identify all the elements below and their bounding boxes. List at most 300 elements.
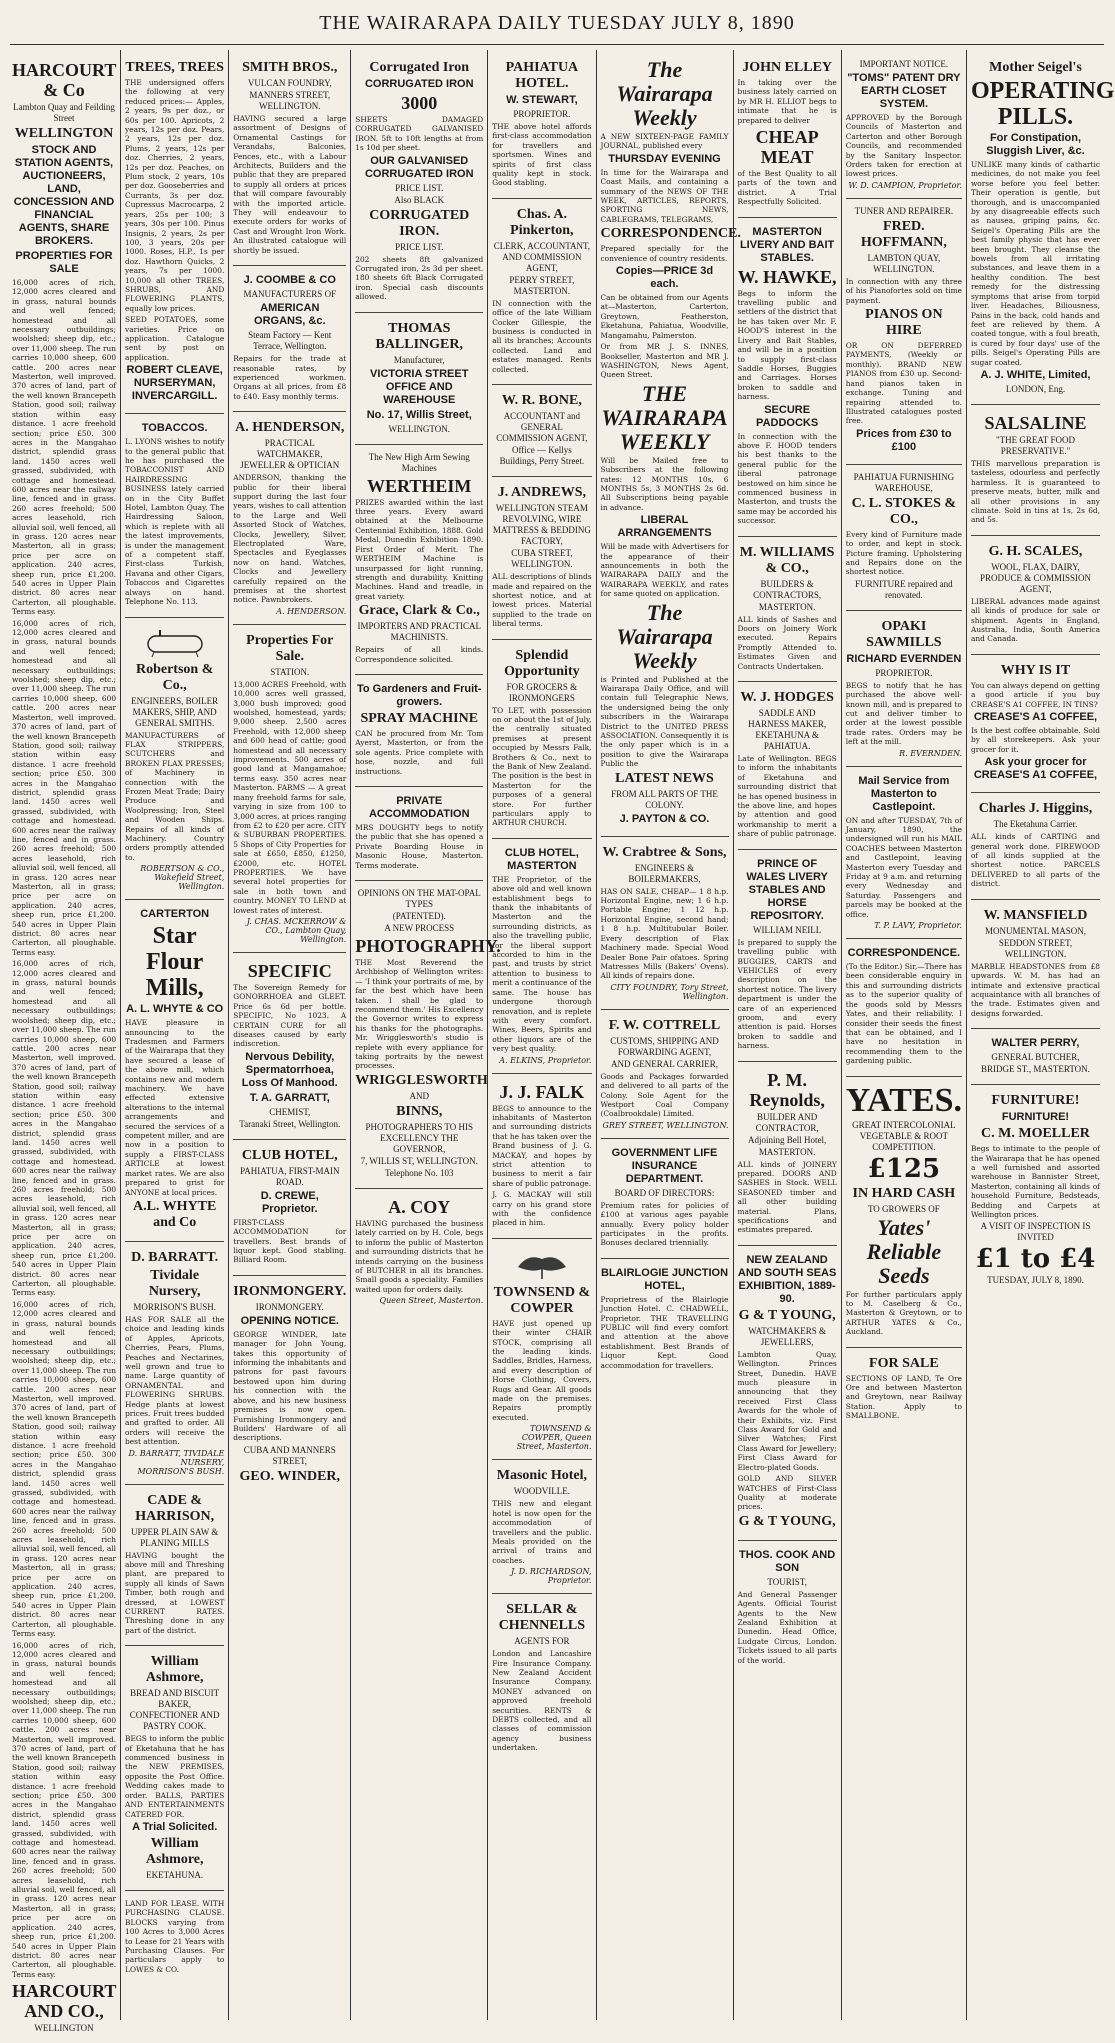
star-flour-signature: A.L. WHYTE and Co [132, 1198, 217, 1230]
ballinger-title: THOMAS BALLINGER, [375, 320, 464, 352]
barratt-signature: D. BARRATT, TIVIDALE NURSERY, MORRISON'S BUSH. [128, 1448, 225, 1476]
pinkerton-text: IN connection with the office of the late William Cocker Gillespie, the business is conducted in all its branches; Accounts collected. Land and estates managed. Rents collected. [492, 298, 592, 374]
smith-subtitle: VULCAN FOUNDRY, [247, 78, 332, 88]
prince-of-wales-ad [738, 850, 837, 1062]
harcourt-properties-heading: PROPERTIES FOR SALE [15, 250, 113, 275]
yates-subtitle: GREAT INTERCOLONIAL VEGETABLE & ROOT COMPETITION. [852, 1119, 956, 1152]
smith-bros-ad [233, 52, 346, 266]
land-lease-text: LAND FOR LEASE. WITH PURCHASING CLAUSE. BLOCKS varying from 100 Acres to 3,000 Acres to Lease for 21 Years with Purchasing Clauses. For particulars apply to LOWES & CO. [125, 1898, 225, 1974]
hawke-text-2: In connection with the above F. HOOD tenders his best thanks to the general public for the liberal patronage bestowed on him since he commenced business in Masterton, and trusts the same may be accorded his successor. [737, 431, 837, 526]
garratt-text: The Sovereign Remedy for GONORRHOEA and GLEET. Price 6s 6d per bottle. SPECIFIC, No 1023. A CERTAIN CURE for all diseases caused by early indiscretion. [233, 982, 347, 1049]
trees-signature: ROBERT CLEAVE, NURSERYMAN, INVERCARGILL. [126, 364, 223, 403]
barratt-title: D. BARRATT. [131, 1249, 219, 1265]
harcourt-properties-text-extra: 16,000 acres of rich, 12,000 acres cleared and in grass, natural bounds and well fenced; homestead and all necessary outbuildings; woolshed; sheep dip, etc.; over 11,000 sheep. The run carries 10,000 sheep, 600 cattle. 200 acres near Masterton, well improved. 370 acres of land, part of the well known Brancepeth Station, good soil; railway station within easy distance. 1 acre freehold section; price £50. 300 acres in the Mangahao district, splendid grass land. 1450 acres well grassed, subdivided, with cottage and homestead. 600 acres near the railway line, fenced and in grass. 260 acres freehold; 500 acres leasehold, rich alluvial soil, well fenced, all in grass. 120 acres near Masterton, all in grass; price per acre on application. 240 acres, sheep run, price £1,200. 540 acres in Upper Plain district. 80 acres near Carterton, all ploughable. Terms easy. [12, 1299, 117, 1639]
club-text: FIRST-CLASS ACCOMMODATION for travellers. Best brands of liquor kept. Good stabling. Billiard Room. [233, 1217, 347, 1265]
pinkerton-subtitle: CLERK, ACCOUNTANT, AND COMMISSION AGENT, [493, 240, 591, 273]
crease-title: CREASE'S A1 COFFEE, [973, 711, 1098, 724]
seigel-signature: A. J. WHITE, Limited, [980, 368, 1091, 381]
ballinger-city: WELLINGTON. [388, 423, 451, 434]
mail-service-ad [846, 767, 962, 939]
column-3 [229, 50, 351, 2020]
boiler-illustration-icon [140, 628, 210, 658]
henderson-text: ANDERSON, thanking the public for their liberal support during the last four years, wishes to call attention to the Large and Well Assorted Stock of Watches, Clocks, Jewellery, Silver, Electroplated Ware, Spectacles and Eyeglasses now on hand. Watches, Clocks and Jewellery carefully repaired on the premises at the shortest notice. Pawnbrokers. [233, 473, 347, 605]
bone-subtitle: ACCOUNTANT and GENERAL COMMISSION AGENT, [496, 411, 588, 444]
coombe-title: J. COOMBE & CO [243, 274, 336, 287]
mansfield-title: W. MANSFIELD [983, 907, 1088, 923]
spray-title: SPRAY MACHINE [360, 710, 479, 726]
blairlogie-title: BLAIRLOGIE JUNCTION HOTEL, [600, 1266, 729, 1292]
hoffmann-text: In connection with any three of his Pianofortes sold on time payment. [845, 276, 962, 305]
correspondence-ad [846, 939, 962, 1076]
harcourt-footer-city: WELLINGTON [34, 2023, 94, 2034]
elley-ad [738, 52, 837, 218]
wertheim-ad [355, 445, 483, 675]
crabtree-subtitle: ENGINEERS & BOILERMAKERS, [628, 862, 701, 884]
liberal-text: Will be made with Advertisers for the appearance of their announcements in both the WAIRARAPA DAILY and the WAIRARAPA WEEKLY, and rates for same quoted on application. [600, 542, 729, 599]
hoffmann-place: LAMBTON QUAY, WELLINGTON. [867, 252, 941, 274]
masonic-title: Masonic Hotel, [496, 1468, 587, 1484]
ballinger-subtitle: Manufacturer, [393, 354, 445, 365]
column-4 [351, 50, 501, 2020]
mansfield-subtitle: MONUMENTAL MASON, [985, 925, 1086, 936]
townsend-cowper-ad [492, 1239, 591, 1460]
townsend-text: HAVE just opened up their winter CHAIR STOCK, comprising all the leading kinds. Saddles, Bridles, Harness, and every description of Horse Clothing, Covers, Rugs and Gear. All goods made on the premises. Repairs promptly executed. [492, 1318, 592, 1422]
notice-signature: W. D. CAMPION, Proprietor. [848, 180, 962, 190]
seigel-ad [970, 52, 1115, 405]
andrews-ad [492, 477, 591, 639]
m-williams-text: ALL kinds of Sashes and Doors on Joinery Work executed. Repairs Promptly Attended to. Estimates Given and Contracts Undertaken. [737, 614, 837, 671]
column-1 [8, 50, 121, 2034]
sawmills-title: OPAKI SAWMILLS [866, 618, 942, 650]
seigel-text: UNLIKE many kinds of cathartic medicines, do not make you feel worse before you feel better. Their operation is gentle, but thorough, and is unaccompanied by any disagreeable effects such as nausea, griping pains, &c. Seigel's Operating Pills are the best family physic that has ever been brought. They cleanse the bowels from all irritating substances, and leave them in a healthy condition. The best remedy for the distressing symptoms that arise from torpid liver. Headaches, Biliousness, Pains in the back, cold hands and feet are relieved by them. A coated tongue, with a foul breath, is cured by four days' use of the pills. Seigel's Operating Pills are sugar coated. [970, 160, 1100, 367]
sawmills-signature: R. EVERNDEN. [899, 748, 962, 758]
bone-ad [492, 385, 591, 477]
ironmongery-signature: GEO. WINDER, [239, 1468, 341, 1484]
salsaline-text: THIS marvellous preparation is tasteless, odourless and perfectly harmless. It is guaranteed to preserve meats, butter, milk and all other provisions in any climate. Sold in tins at 1s, 2s 6d, and 5s. [970, 458, 1100, 525]
stokes-text: Every kind of Furniture made to order, and kept in stock. Picture framing. Upholstering and Repairs done on the shortest notice. [845, 529, 962, 577]
grace-text: Repairs of all kinds. Correspondence solicited. [355, 645, 484, 664]
corrugated-title: Corrugated Iron [369, 60, 470, 75]
sawmills-text: BEGS to notify that he has purchased the above well-known mill, and is prepared to cut and deliver timber to order at the lowest possible trade rates. Orders may be left at the mill. [845, 680, 962, 747]
harcourt-agents: STOCK AND STATION AGENTS, AUCTIONEERS, LAND, CONCESSION AND FINANCIAL AGENTS, SHARE BROKERS. [13, 144, 115, 247]
stokes-title: C. L. STOKES & CO., [851, 495, 957, 527]
wairarapa-weekly-day: THURSDAY EVENING [608, 152, 721, 165]
cade-harrison-ad [125, 1485, 224, 1647]
mansfield-text: MARBLE HEADSTONES from £8 upwards. W. M. has had an intimate and extensive practical acquaintance with all branches of the trade. Estimates given and designs forwarded. [970, 961, 1100, 1018]
wairarapa-weekly-ad [600, 52, 741, 837]
tobacco-heading: TOBACCOS. [141, 422, 208, 435]
splendid-subtitle: FOR GROCERS & IRONMONGERS [506, 681, 578, 703]
ironmongery-text: GEORGE WINDER, late manager for John Young, takes this opportunity of informing the inhabitants and patrons for past favours bestowed upon him during his connection with the above, and his new business premises is now open. Furnishing Ironmongery and Builders' Hardware of all descriptions. [233, 1329, 347, 1443]
masthead-rule [10, 44, 1104, 45]
pahiatua-hotel-ad [492, 52, 591, 199]
robertson-text: MANUFACTURERS of FLAX STRIPPERS, SCUTCHERS and BROKEN FLAX PRESSES; of Machinery in connection with the Frozen Meat Trade; Dairy Produce and Woolpressing; Iron, Steel and Wooden Ships. Repairs of all kinds of Machinery. Country orders promptly attended to. [125, 730, 225, 862]
splendid-title: Splendid Opportunity [504, 647, 580, 679]
seigel-city: LONDON, Eng. [1005, 383, 1066, 394]
harcourt-subtitle: Lambton Quay and Feilding Street [13, 102, 115, 123]
harcourt-properties-text: 16,000 acres of rich, 12,000 acres cleared and in grass, natural bounds and well fenced; homestead and all necessary outbuildings; woolshed; sheep dip, etc.; over 11,000 sheep. The run carries 10,000 sheep, 600 cattle. 200 acres near Masterton, well improved. 370 acres of land, part of the well known Brancepeth Station, good soil; railway station within easy distance. 1 acre freehold section; price £50. 300 acres in the Mangahao district, splendid grass land. 1450 acres well grassed, subdivided, with cottage and homestead. 600 acres near the railway line, fenced and in grass. 260 acres freehold; 500 acres leasehold, rich alluvial soil, well fenced, all in grass. 120 acres near Masterton, all in grass; price per acre on application. 240 acres, sheep run, price £1,200. 540 acres in Upper Plain district. 80 acres near Carterton, all ploughable. Terms easy. [12, 278, 117, 617]
for-sale-text: SECTIONS OF LAND, Te Ore Ore and between Masterton and Greytown, near Railway Station. Apply to SMALLBONE. [845, 1373, 962, 1421]
sawmills-subtitle: RICHARD EVERNDEN [846, 652, 962, 665]
mansfield-ad [971, 900, 1100, 1029]
masthead: THE WAIRARAPA DAILY TUESDAY JULY 8, 1890 [319, 12, 795, 34]
garratt-ad [233, 953, 346, 1140]
photography-text: THE Most Reverend the Archbishop of Wellington writes:— 'I think your portraits of me, by far the best which have been taken. I shall be glad to recommend them.' His Excellency the Governor writes to express his thanks for the photographs. Mr. Wrigglesworth's studio is replete with every appliance for taking portraits by the newest processes. [355, 958, 484, 1071]
moeller-text: Begs to intimate to the people of the Wairarapa that he has opened a well furnished and assorted warehouse in Bannister Street, Masterton, containing all kinds of household Furniture, Bedsteads, Bedding and Carpets at Wellington prices. [970, 1144, 1100, 1219]
coombe-ad [233, 266, 346, 412]
perry-address: BRIDGE ST., MASTERTON. [981, 1064, 1090, 1075]
cottrell-subtitle: CUSTOMS, SHIPPING AND FORWARDING AGENT, [610, 1035, 719, 1057]
sawmills-role: PROPRIETOR. [875, 667, 933, 678]
falk-text: BEGS to announce to the inhabitants of Masterton and surrounding districts that he has taken over the Brand business of J. G. MACKAY, and hopes by strict attention to business to merit a fair share of public patronage. [492, 1103, 592, 1188]
reynolds-subtitle: BUILDER AND CONTRACTOR, [755, 1111, 819, 1133]
robertson-ad [125, 618, 224, 901]
sellar-text: London and Lancashire Fire Insurance Company. New Zealand Accident Insurance Company. MONEY advanced on approved freehold securities. RENTS & DEBTS collected, and all classes of commission agency business undertaken. [492, 1649, 592, 1753]
crabtree-text: HAS ON SALE, CHEAP— 1 8 h.p. Horizontal Engine, new; 1 6 h.p. Portable Engine; 1 12 h.p. Horizontal Engine, second hand; 1 8 h.p. Multitubular Boiler. Every description of Flax Machinery made. Special Wood Dealer Bone Pair ofatoes. Spring Matresses Mills (Bakers' Ovens). All kinds of repairs done. [600, 886, 729, 981]
wrigglesworth-subtitle: PHOTOGRAPHERS TO HIS EXCELLENCY THE GOVERNOR, [365, 1121, 474, 1154]
barratt-nursery: Tividale Nursery, [148, 1267, 201, 1299]
club-hotel-masterton-ad [492, 839, 591, 1074]
stokes-ad [846, 465, 962, 611]
sellar-chennells-ad [492, 1594, 591, 1762]
pahiatua-name: W. STEWART, [506, 94, 578, 106]
grace-title: Grace, Clark & Co., [358, 603, 480, 619]
corrugated-quantity: 3000 [401, 93, 438, 113]
wertheim-subtitle: The New High Arm Sewing Machines [368, 451, 470, 473]
club-hotel-pahiatua-ad [233, 1140, 346, 1276]
robertson-subtitle: ENGINEERS, BOILER MAKERS, SHIP, AND GENERAL SMITHS. [131, 695, 219, 728]
scales-title: G. H. SCALES, [988, 543, 1083, 559]
trees-text: THE undersigned offers the following at very reduced prices:— Apples, 2 years, 9s per doz., or 60s per 100. Apricots, 2 years, 12s per doz. Pears, 2 years, 12s per doz. Plums, 2 years, 12s per doz. Cherries, 2 years, 12s per doz. Peaches, on Plum stock, 2 years, 10s per doz. Gooseberries and Currants, 3s per doz. Cupressus Macrocarpa, 2 years, 25s per 100; 3 years, 30s per 100. Pinus Insignis, 2 years, 2s per 100, 3 years, 20s per 1000. Roses, H.P., 1s per doz. Hawthorn Quicks, 2 years, 7s per 1000. 10,000 all other TREES, SHRUBS, AND FLOWERING PLANTS, equally low prices. [125, 78, 225, 313]
spray-heading: To Gardeners and Fruit-growers. [357, 682, 482, 708]
falk-ad [492, 1074, 591, 1239]
garratt-title: SPECIFIC [247, 960, 332, 981]
spray-text: CAN be procured from Mr. Tom Ayerst, Masterton, or from the sole agents. Price complete with hose, nozzle, and full instructions. [355, 728, 484, 776]
harcourt-properties-text-more: 16,000 acres of rich, 12,000 acres cleared and in grass, natural bounds and well fenced; homestead and all necessary outbuildings; woolshed; sheep dip, etc.; over 11,000 sheep. The run carries 10,000 sheep, 600 cattle. 200 acres near Masterton, well improved. 370 acres of land, part of the well known Brancepeth Station, good soil; railway station within easy distance. 1 acre freehold section; price £50. 300 acres in the Mangahao district, splendid grass land. 1450 acres well grassed, subdivided, with cottage and homestead. 600 acres near the railway line, fenced and in grass. 260 acres freehold; 500 acres leasehold, rich alluvial soil, well fenced, all in grass. 120 acres near Masterton, all in grass; price per acre on application. 240 acres, sheep run, price £1,200. 540 acres in Upper Plain district. 80 acres near Carterton, all ploughable. Terms easy. [12, 959, 117, 1298]
land-lease-ad [125, 1891, 224, 1984]
sellar-subtitle: AGENTS FOR [514, 1636, 570, 1647]
correspondence-heading: CORRESPONDENCE. [600, 226, 741, 242]
falk-title: J. J. FALK [499, 1081, 585, 1102]
liberal-heading: LIBERAL ARRANGEMENTS [617, 514, 712, 540]
corrugated-also: OUR GALVANISED CORRUGATED IRON [364, 154, 474, 180]
latest-news: LATEST NEWS [615, 770, 714, 786]
young-text: Lambton Quay, Wellington. Princes Street, Dunedin. HAVE much pleasure in announcing that they received First Class Awards for the whole of their Exhibits, viz. First Class Award for Gold and Silver Watches; First Class Award for Jewellery; First Class Award for Electro-plated Goods. [737, 1349, 837, 1472]
cade-title: CADE & HARRISON, [135, 1492, 215, 1524]
pinkerton-place: PERRY STREET, MASTERTON. [509, 274, 575, 296]
townsend-title: TOWNSEND & COWPER [493, 1284, 591, 1316]
seigel-operating-pills: OPERATING PILLS. [970, 78, 1115, 130]
perry-ad [971, 1029, 1100, 1085]
cook-title: THOS. COOK AND SON [739, 1548, 836, 1574]
seigel-subtitle: For Constipation, Sluggish Liver, &c. [986, 132, 1085, 157]
for-sale-title: FOR SALE [869, 1355, 939, 1371]
wairarapa-weekly-subtitle: A NEW SIXTEEN-PAGE FAMILY JOURNAL, published every [600, 132, 729, 151]
harcourt-properties-text-final: 16,000 acres of rich, 12,000 acres cleared and in grass, natural bounds and well fenced; homestead and all necessary outbuildings; woolshed; sheep dip, etc.; over 11,000 sheep. The run carries 10,000 sheep, 600 cattle. 200 acres near Masterton, well improved. 370 acres of land, part of the well known Brancepeth Station, good soil; railway station within easy distance. 1 acre freehold section; price £50. 300 acres in the Mangahao district, splendid grass land. 1450 acres well grassed, subdivided, with cottage and homestead. 600 acres near the railway line, fenced and in grass. 260 acres freehold; 500 acres leasehold, rich alluvial soil, well fenced, all in grass. 120 acres near Masterton, all in grass; price per acre on application. 240 acres, sheep run, price £1,200. 540 acres in Upper Plain district. 80 acres near Carterton, all ploughable. Terms easy. [12, 1640, 117, 1979]
reynolds-text: ALL kinds of JOINERY prepared. DOORS AND SASHES in Stock. WELL SEASONED timber and all other building material. Plans, specifications and estimates prepared. [737, 1159, 837, 1235]
m-williams-subtitle: BUILDERS & CONTRACTORS, [753, 578, 822, 600]
ironmongery-title: IRONMONGERY. [233, 1283, 347, 1299]
higgins-ad [971, 793, 1100, 899]
copies-price: Copies—PRICE 3d each. [615, 265, 714, 291]
elley-text-2: of the Best Quality to all parts of the town and district. A Trial Respectfully Solicited. [737, 169, 837, 207]
robertson-title: Robertson & Co., [135, 661, 214, 693]
weekly2-title: The Wairarapa Weekly [616, 599, 713, 673]
corrugated-also-black: Also BLACK [394, 194, 445, 205]
star-flour-ad [125, 900, 224, 1242]
coombe-subtitle: MANUFACTURERS OF [243, 289, 337, 300]
trees-ad [125, 52, 224, 414]
club-masterton-title: CLUB HOTEL, MASTERTON [504, 846, 579, 872]
club-masterton-text: THE Proprietor, of the above old and well known establishment begs to thank the inhabitants of Masterton and the surrounding districts, as also the travelling public, for the liberal support accorded to him in the past, and trusts by strict attention to business to merit a continuance of the same. The house has undergone thorough renovation, and is replete with every comfort. Wines, Beers, Spirits and other liquors are of the very best quality. [492, 874, 592, 1054]
notice-text: APPROVED by the Borough Councils of Masterton and Carterton and other Borough Councils, and recommended by the Sanitary Inspector. Orders taken for erection at lowest prices. [845, 113, 962, 179]
yates-text: For further particulars apply to M. Caselberg & Co., Masterton & Greytown, or to ARTHUR YATES & Co., Auckland. [845, 1289, 962, 1337]
hawke-ad [738, 218, 837, 537]
pahiatua-role: PROPRIETOR. [513, 109, 571, 119]
scales-subtitle: WOOL, FLAX, DAIRY, PRODUCE & COMMISSION AGENT, [979, 561, 1091, 594]
elley-text: In taking over the business lately carried on by MR H. ELLIOT begs to intimate that he is prepared to deliver [737, 78, 837, 125]
government-insurance-ad [601, 1139, 729, 1259]
wrigglesworth-title: WRIGGLESWORTH [355, 1072, 488, 1088]
coy-address: Queen Street, Masterton. [379, 1296, 484, 1306]
salsaline-title: SALSALINE [984, 412, 1087, 433]
ashmore-title: William Ashmore, [145, 1654, 204, 1686]
coombe-goods: AMERICAN ORGANS, &c. [254, 302, 326, 328]
cottrell-text: Goods and Packages forwarded and delivered to all parts of the Colony. Sole Agent for the Westport Coal Company (Coalbrookdale) Limited. [600, 1071, 729, 1119]
harcourt-title: HARCOURT & Co [12, 60, 117, 100]
salsaline-subtitle: "THE GREAT FOOD PRESERVATIVE." [995, 434, 1075, 456]
ironmongery-subtitle: IRONMONGERY. [255, 1301, 324, 1312]
harcourt-footer-title: HARCOURT AND CO., [12, 1981, 117, 2022]
opaki-sawmills-ad [846, 611, 962, 767]
wertheim-text: PRIZES awarded within the last three years. Every award obtained at the Melbourne Centennial Exhibition, 1888. Gold Medal, Dunedin Exhibition 1890. First Order of Merit. The WERTHEIM Machine is unsurpassed for light running, strength and durability. Knitting Machines. Hand and treadle, in great variety. [355, 497, 484, 601]
saddle-illustration-icon [512, 1249, 572, 1281]
corrugated-list-head: PRICE LIST. [395, 241, 444, 252]
wrigglesworth-telephone: Telephone No. 103 [384, 1167, 454, 1178]
wairarapa-weekly-text: In time for the Wairarapa and Coast Mails, and containing a summary of the NEWS OF THE WEEK, ARTICLES, REPORTS, SPORTING NEWS, CABLEGRAMS, TELEGRAMS, [600, 167, 729, 224]
corrugated-black: CORRUGATED IRON. [369, 207, 470, 239]
footer-date: TUESDAY, JULY 8, 1890. [987, 1275, 1084, 1286]
column-6 [597, 50, 741, 2020]
garratt-subtitle: Nervous Debility, Spermatorrhoea, Loss Of Manhood. [241, 1050, 338, 1089]
moeller-price: £1 to £4 [975, 1244, 1096, 1275]
govt-title: GOVERNMENT LIFE INSURANCE DEPARTMENT. [611, 1146, 718, 1185]
private-title: PRIVATE ACCOMMODATION [368, 794, 470, 820]
binns-title: BINNS, [396, 1103, 443, 1119]
young-gold: GOLD AND SILVER WATCHES of First-Class Quality at moderate prices. [737, 1474, 837, 1512]
govt-subtitle: BOARD OF DIRECTORS: [614, 1187, 715, 1198]
bone-place: Office — Kellys Buildings, Perry Street. [499, 445, 585, 467]
cottrell-ad [601, 1010, 729, 1139]
carterton-heading: CARTERTON [140, 908, 210, 921]
smith-text: HAVING secured a large assortment of Designs of Ornamental Castings for Verandahs, Balconies, Fences, etc., with a Labour Architects, Builders and the public that they are prepared to supply all orders at prices that will compare favourably with the imported article. They will endeavour to execute orders for works of Cast and Wrought Iron Work. An illustrated catalogue will shortly be issued. [233, 114, 347, 255]
andrews-title: J. ANDREWS, [497, 485, 587, 501]
column-7 [734, 50, 842, 2020]
properties-ad [233, 625, 346, 953]
splendid-opportunity-ad [492, 640, 591, 839]
splendid-text: TO LET, with possession on or about the 1st of July, the centrally situated premises at present occupied by Messrs Falk, Brothers & Co., next to the Bank of New Zealand. The position is the best in Masterton for the purposes of a general store. For further particulars apply to ARTHUR CHURCH. [492, 705, 592, 828]
photography-ad [355, 881, 501, 1189]
wertheim-title: WERTHEIM [367, 475, 472, 496]
important-notice-ad [846, 52, 962, 199]
corrugated-subtitle: CORRUGATED IRON [364, 78, 474, 90]
paddocks-heading: SECURE PADDOCKS [756, 403, 819, 429]
coombe-text: Repairs for the trade at reasonable rates, by experienced workmen. Organs at all prices, from £8 to £40. Easy monthly terms. [233, 354, 347, 401]
smith-title: SMITH BROS., [242, 60, 338, 75]
star-flour-name: A. L. WHYTE & CO [126, 1003, 224, 1016]
ashmore-trial: A Trial Solicited. [132, 1820, 218, 1833]
cade-text: HAVING bought the above mill and Threshing plant, are prepared to supply all kinds of Sawn Timber, both rough and dressed, at LOWEST CURRENT RATES. Threshing done in any part of the district. [125, 1550, 225, 1635]
pianos-text: OR ON DEFERRED PAYMENTS, (Weekly or monthly). BRAND NEW PIANOS from £30 up. Second-hand pianos taken in exchange. Tuning and repairing attended to. Illustrated catalogues posted free. [845, 341, 962, 426]
andrews-place: CUBA STREET, WELLINGTON. [511, 548, 573, 570]
robertson-signature: ROBERTSON & CO., Wakefield Street, Wellington. [140, 864, 225, 892]
young-subtitle: WATCHMAKERS & JEWELLERS, [748, 1325, 826, 1347]
notice-subtitle: "TOMS" PATENT DRY EARTH CLOSET SYSTEM. [847, 72, 961, 110]
copies-text-2: Or from MR J. S. INNES, Bookseller, Masterton and MR J. WASHINGTON, News Agent, Queen Street. [600, 342, 729, 380]
ashmore-subtitle: BREAD AND BISCUIT BAKER, CONFECTIONER AND PASTRY COOK. [129, 1688, 220, 1732]
club-name: D. CREWE, Proprietor. [260, 1189, 319, 1215]
hodges-text: Late of Wellington. BEGS to inform the inhabitants of Eketahuna and surrounding district that he has opened business in the above line, and hopes by attention and good workmanship to merit a share of public patronage. [737, 754, 837, 839]
column-5 [488, 50, 596, 2020]
corrugated-text: SHEETS DAMAGED CORRUGATED GALVANISED IRON. 5ft to 10ft lengths at from 1s 10d per sheet. [355, 115, 484, 153]
salsaline-ad [971, 405, 1100, 536]
young-title: G & T YOUNG, [738, 1307, 836, 1323]
coy-text: HAVING purchased the business lately carried on by H. Cole, begs to inform the public of Masterton and surrounding districts that he intends carrying on the business of BUTCHER in all its branches. Small goods a speciality. Families waited upon for orders daily. [355, 1218, 484, 1294]
corrugated-text-2: 202 sheets 8ft galvanized Corrugated iron, 2s 3d per sheet. 180 sheets 6ft Black Corrugated iron. Special cash discounts allowed. [355, 254, 484, 302]
mail-signature: T. P. LAVY, Proprietor. [874, 921, 962, 931]
club-subtitle: PAHIATUA, FIRST-MAIN ROAD. [240, 1165, 340, 1187]
pianos-prices: Prices from £30 to £100 [856, 427, 952, 453]
perry-subtitle: GENERAL BUTCHER, [991, 1052, 1080, 1063]
trees-title: TREES, TREES [125, 60, 224, 75]
hawke-title: W. HAWKE, [737, 266, 837, 287]
henderson-ad [233, 412, 346, 625]
ashmore-signature: William Ashmore, [145, 1835, 204, 1867]
reynolds-address: Adjoining Bell Hotel, [748, 1134, 827, 1145]
higgins-subtitle: The Eketahuna Carrier. [993, 819, 1078, 830]
yates-ad [846, 1077, 962, 1348]
crease-signature: Ask your grocer for CREASE'S A1 COFFEE, [973, 756, 1098, 782]
wrigglesworth-address: 7, WILLIS ST, WELLINGTON. [360, 1155, 478, 1166]
wrigglesworth-and: AND [409, 1090, 429, 1101]
wairarapa-weekly-title: The Wairarapa Weekly [616, 57, 713, 130]
column-2 [121, 50, 229, 2020]
henderson-signature: A. HENDERSON. [276, 606, 347, 616]
private-text: MRS DOUGHTY begs to notify the public that she has opened a Private Boarding House in Masonic House, Masterton. Terms moderate. [355, 822, 484, 870]
matopal-subtitle-2: A NEW PROCESS [384, 923, 455, 933]
moeller-visit: A VISIT OF INSPECTION IS INVITED [980, 1221, 1091, 1243]
cook-subtitle: TOURIST, [767, 1576, 807, 1587]
tobacco-ad [125, 414, 224, 617]
young-signature: G & T YOUNG, [738, 1513, 836, 1529]
barratt-ad [125, 1242, 224, 1485]
townsend-signature: TOWNSEND & COWPER, Queen Street, Masterton. [516, 1424, 592, 1452]
coy-ad [355, 1189, 483, 1313]
moeller-furniture-ad [971, 1085, 1100, 1295]
prince-title: PRINCE OF WALES LIVERY STABLES AND HORSE REPOSITORY. [746, 857, 828, 922]
weekly-heading: THE WAIRARAPA WEEKLY [601, 380, 728, 454]
copies-text: Can be obtained from our Agents at—Masterton, Carterton, Greytown, Featherston, Eketahuna, Pahiatua, Woodville, Mangamahu, Palmerston. [600, 293, 729, 340]
masonic-signature: J. D. RICHARDSON, Proprietor. [511, 1567, 592, 1586]
moeller-title: C. M. MOELLER [981, 1126, 1090, 1142]
masonic-hotel-ad [492, 1460, 591, 1594]
column-8 [842, 50, 967, 2020]
garratt-name: T. A. GARRATT, [249, 1091, 330, 1104]
coombe-place: Steam Factory — Kent Terrace, Wellington. [248, 330, 332, 352]
ironmongery-notice: OPENING NOTICE. [240, 1314, 339, 1327]
hawke-text: Begs to inform the travelling public and settlers of the district that he has taken over Mr. F. HOOD'S interest in the Livery and Bait Stables, and will be in a position to supply first-class Saddle Horses, Buggies and Carriages. Horses broken to saddle and harness. [737, 288, 837, 402]
harcourt-properties-text-cont: 16,000 acres of rich, 12,000 acres cleared and in grass, natural bounds and well fenced; homestead and all necessary outbuildings; woolshed; sheep dip, etc.; over 11,000 sheep. The run carries 10,000 sheep, 600 cattle. 200 acres near Masterton, well improved. 370 acres of land, part of the well known Brancepeth Station, good soil; railway station within easy distance. 1 acre freehold section; price £50. 300 acres in the Mangahao district, splendid grass land. 1450 acres well grassed, subdivided, with cottage and homestead. 600 acres near the railway line, fenced and in grass. 260 acres freehold; 500 acres leasehold, rich alluvial soil, well fenced, all in grass. 120 acres near Masterton, all in grass; price per acre on application. 240 acres, sheep run, price £1,200. 540 acres in Upper Plain district. 80 acres near Carterton, all ploughable. Terms easy. [12, 618, 117, 957]
prince-text: Is prepared to supply the travelling public with BUGGIES, CARTS and VEHICLES of every description on the shortest notice. The livery department is under the care of an experienced groom, and every attention is paid. Horses broken to saddle and harness. [737, 937, 837, 1051]
correspondence-letter: (To the Editor.) Sir,—There has been considerable enquiry in this and surrounding districts as to the superior quality of the goods sold by Messrs Yates, and their reliability. I consider their seeds the finest that can be obtained, and I have no hesitation in recommending them to the gardening public. [845, 962, 962, 1066]
ballinger-address: VICTORIA STREET OFFICE AND WAREHOUSE [370, 367, 469, 406]
properties-text: 13,000 ACRES Freehold, with 10,000 acres well grassed, 3,000 bush improved; good woolshed, homestead, yards; 9,000 sheep. 2,500 acres Freehold, with 12,000 sheep and 600 head of cattle; good homestead and all necessary improvements. 500 acres of good land at Mangamahoe; terms easy. 350 acres near Masterton. FARMS — A great many freehold farms for sale, varying in size from 100 to 3,000 acres, at prices ranging from £2 to £20 per acre. CITY & SUBURBAN PROPERTIES. 5 Shops of City Properties for sale at £650, £850, £1250, £2000, etc. HOTEL PROPERTIES. We have several hotel properties for sale in both town and country. MONEY TO LEND at lowest rates of interest. [233, 679, 347, 915]
properties-title: Properties For Sale. [246, 632, 334, 664]
star-flour-title: Star Flour Mills, [145, 923, 204, 1002]
mail-title: Mail Service from Masterton to Castlepoint. [858, 774, 950, 813]
cade-subtitle: UPPER PLAIN SAW & PLANING MILLS [130, 1526, 219, 1548]
crabtree-title: W. Crabtree & Sons, [602, 844, 727, 860]
masonic-place: WOODVILLE. [513, 1486, 570, 1497]
govt-text: Premium rates for policies of £100 at various ages payable annually. Every policy holder participates in the profits. Bonuses declared triennially. [600, 1200, 729, 1248]
club-masterton-signature: A. ELKINS, Proprietor. [499, 1055, 592, 1065]
young-ad [738, 1246, 837, 1541]
ballinger-ad [355, 313, 483, 445]
for-sale-ad [846, 1348, 962, 1431]
higgins-title: Charles J. Higgins, [978, 801, 1093, 817]
mansfield-address: SEDDON STREET, WELLINGTON. [998, 937, 1073, 959]
yates-cash: IN HARD CASH [852, 1185, 956, 1201]
bone-title: W. R. BONE, [501, 393, 582, 409]
club-title: CLUB HOTEL, [241, 1147, 338, 1163]
m-williams-ad [738, 537, 837, 682]
photography-title: PHOTOGRAPHY. [355, 936, 501, 956]
cottrell-subtitle-2: AND GENERAL CARRIER, [611, 1058, 718, 1069]
higgins-text: ALL kinds of CARTING and general work done. FIREWOOD of all kinds supplied at the shortest notice. PARCELS DELIVERED to all parts of the district. [970, 832, 1100, 889]
star-flour-text: HAVE pleasure in announcing to the Tradesmen and Farmers of the Wairarapa that they have secured a lease of the above mill, which contains new and modern machinery. We have effected extensive alterations to the internal arrangements and secured the services of a competent miller, and are now in a position to supply a FIRST-CLASS ARTICLE at lowest market rates. We are also prepared to grist for ANYONE at local prices. [125, 1018, 225, 1197]
crabtree-ad [601, 837, 729, 1010]
ballinger-address-2: No. 17, Willis Street, [366, 408, 472, 421]
yates-brand: Yates' Reliable Seeds [866, 1214, 942, 1288]
ironmongery-address: CUBA AND MANNERS STREET, [243, 1444, 336, 1466]
harcourt-city: WELLINGTON [14, 126, 114, 141]
tobacco-text: L. LYONS wishes to notify to the general public that he has purchased the TOBACCONIST AND HAIRDRESSING BUSINESS lately carried on in the City Buffet Hotel, Lambton Quay. The Hairdressing Saloon, which is replete with all the latest improvements, is under the management of a competent staff. First-class Turkish, Havana and other Cigars, Tobaccos and Cigarettes always on hand. Telephone No. 113. [125, 437, 225, 607]
correspondence-title: CORRESPONDENCE. [847, 947, 961, 960]
scales-text: LIBERAL advances made against all kinds of produce for sale or shipment. Agents in England, Australia, India, South America and Canada. [970, 596, 1100, 644]
pahiatua-title: PAHIATUA HOTEL. [505, 60, 579, 91]
sellar-title: SELLAR & CHENNELLS [498, 1602, 586, 1634]
m-williams-title: M. WILLIAMS & CO., [739, 544, 835, 576]
mackay-text: J. G. MACKAY will still carry on his grand store with the confidence placed in him. [492, 1190, 592, 1228]
barratt-place: MORRISON'S BUSH. [133, 1301, 216, 1312]
ironmongery-ad [233, 1276, 346, 1495]
hoffmann-ad [846, 199, 962, 465]
crease-coffee-ad [971, 655, 1100, 793]
weekly-text: Will be Mailed free to Subscribers at the following rates: 12 MONTHS 10s, 6 MONTHS 5s, 3 MONTHS 2s 6d. All Subscriptions being payable in advance. [600, 455, 729, 512]
correspondence-text: Prepared specially for the convenience of country residents. [600, 244, 729, 263]
weekly2-text: is Printed and Published at the Wairarapa Daily Office, and will contain full Telegraphic News, the undersigned being the only subscribers in the Wairarapa District to the UNITED PRESS ASSOCIATION. Consequently it is the only paper which is in a position to give the Wairarapa Public the [600, 674, 729, 769]
matopal-subtitle: (PATENTED). [392, 911, 446, 921]
reynolds-place: MASTERTON. [758, 1146, 816, 1157]
pianos-on-hire: PIANOS ON HIRE [865, 307, 943, 339]
ashmore-ad [125, 1646, 224, 1891]
blairlogie-ad [601, 1259, 729, 1380]
garratt-role: CHEMIST, [269, 1106, 311, 1117]
properties-subtitle: STATION. [270, 666, 310, 677]
elley-meat: CHEAP MEAT [755, 127, 819, 168]
hodges-subtitle: SADDLE AND HARNESS MAKER, EKETAHUNA & PAHIATUA. [748, 708, 827, 752]
furniture-subheading: FURNITURE! [1001, 1111, 1070, 1124]
